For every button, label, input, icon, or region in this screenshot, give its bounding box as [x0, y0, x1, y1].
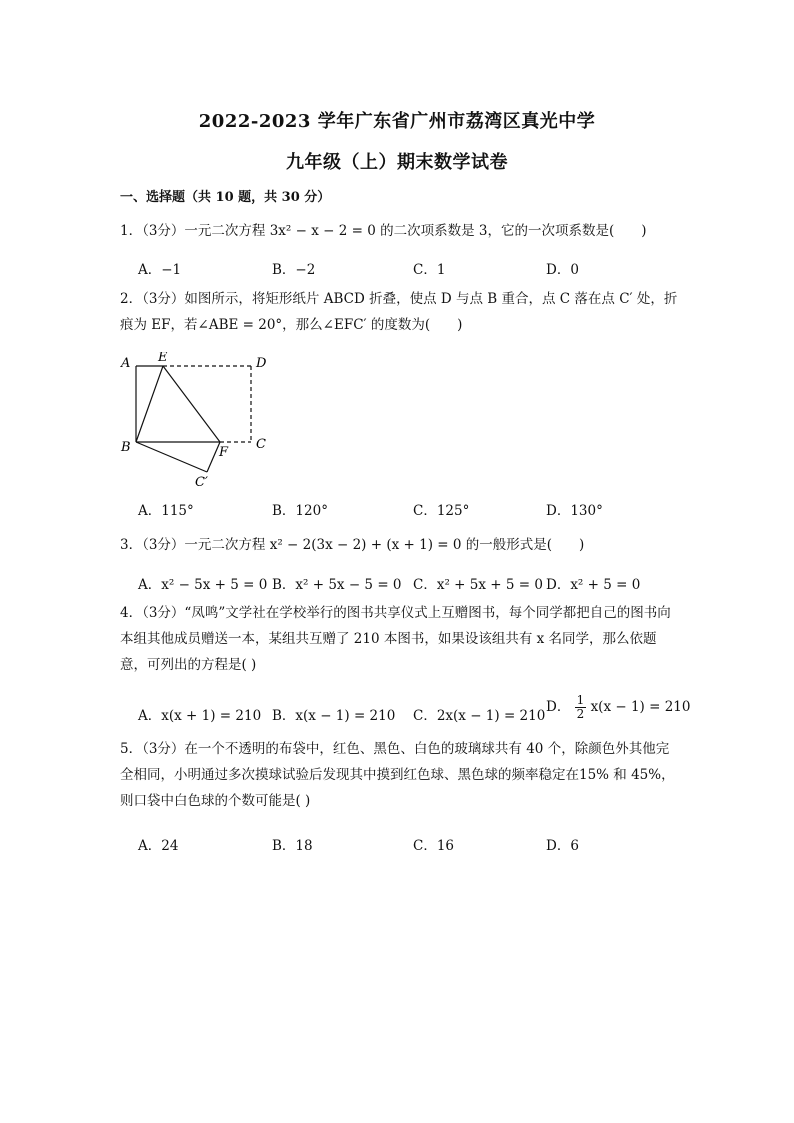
option-b: B．18 — [272, 838, 313, 854]
exam-title-line2: 九年级（上）期末数学试卷 — [286, 152, 508, 173]
question-3-stem: 3．（3分）一元二次方程 x² − 2(3x − 2) + (x + 1) = 0 的一般形式是( ) — [120, 537, 585, 553]
option-d: D．x² + 5 = 0 — [546, 577, 641, 593]
question-5-options — [138, 834, 678, 858]
question-1-options — [138, 258, 678, 282]
label-f: F — [219, 445, 229, 460]
option-d-prefix: D． — [546, 699, 571, 715]
folded-rectangle-figure — [115, 352, 275, 492]
question-2-options — [138, 499, 678, 523]
option-a: A．x(x + 1) = 210 — [138, 708, 262, 724]
option-a: A．115° — [138, 503, 194, 519]
option-b: B．120° — [272, 503, 328, 519]
label-b: B — [121, 440, 131, 455]
option-c: C．1 — [413, 262, 446, 278]
question-4-options — [138, 693, 691, 730]
option-d-expression: x(x − 1) = 210 — [590, 699, 691, 715]
label-c: C — [256, 437, 266, 452]
option-a: A．24 — [138, 838, 179, 854]
exam-title-line1: 2022-2023 学年广东省广州市荔湾区真光中学 — [198, 111, 596, 132]
question-4-stem: 4．（3分）“凤鸣”文学社在学校举行的图书共享仪式上互赠图书，每个同学都把自己的图书向本组其他成员赠送一本，某组共互赠了 210 本图书，如果设该组共有 x 名同学，那么依题意，可列出的方程是( ) — [120, 605, 671, 673]
option-b: B．x² + 5x − 5 = 0 — [272, 577, 402, 593]
option-a: A．−1 — [138, 262, 182, 278]
label-a: A — [121, 356, 131, 371]
question-3-options — [138, 573, 678, 597]
option-c: C．125° — [413, 503, 470, 519]
label-c-prime: C′ — [195, 475, 208, 490]
option-b: B．x(x − 1) = 210 — [272, 708, 396, 724]
option-a: A．x² − 5x + 5 = 0 — [138, 577, 268, 593]
option-b: B．−2 — [272, 262, 316, 278]
label-d: D — [256, 356, 267, 371]
section-heading: 一、选择题（共 10 题，共 30 分） — [120, 190, 331, 205]
question-2-stem: 2．（3分）如图所示，将矩形纸片 ABCD 折叠，使点 D 与点 B 重合，点 C 落在点 C′ 处，折痕为 EF，若∠ABE = 20°，那么∠EFC′ 的度数为( ) — [120, 291, 678, 333]
fraction-denominator: 2 — [576, 707, 585, 721]
question-1-stem: 1．（3分）一元二次方程 3x² − x − 2 = 0 的二次项系数是 3，它的一次项系数是( ) — [120, 223, 647, 239]
option-d: D．130° — [546, 503, 603, 519]
label-e: E — [158, 352, 168, 365]
option-c: C．x² + 5x + 5 = 0 — [413, 577, 543, 593]
option-c: C．16 — [413, 838, 455, 854]
option-d — [546, 694, 690, 721]
option-d: D．6 — [546, 838, 579, 854]
fraction-numerator: 1 — [576, 693, 585, 707]
question-5-stem: 5．（3分）在一个不透明的布袋中，红色、黑色、白色的玻璃球共有 40 个，除颜色外其他完全相同，小明通过多次摸球试验后发现其中摸到红色球、黑色球的频率稳定在15% 和 45%，则口袋中白色球的个数可能是( ) — [120, 741, 675, 809]
option-c: C．2x(x − 1) = 210 — [413, 708, 546, 724]
fraction-one-half — [575, 694, 587, 721]
option-d: D．0 — [546, 262, 579, 278]
